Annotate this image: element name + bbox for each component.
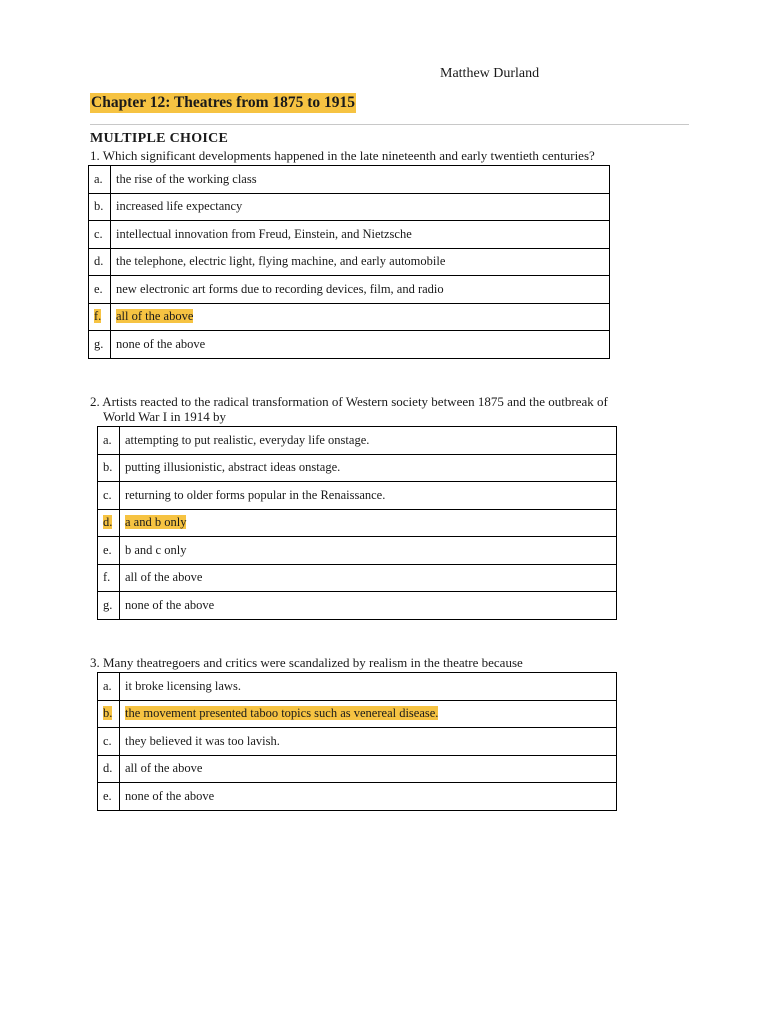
choice-row [89,303,610,331]
choice-text: returning to older forms popular in the Renaissance. [125,487,386,502]
choice-text: attempting to put realistic, everyday life onstage. [125,432,370,447]
choice-letter: f. [94,309,102,324]
question-2-text: 2. Artists reacted to the radical transformation of Western society between 1875 and the outbreak of [90,394,608,409]
choice-cell-text [111,193,610,221]
choice-row [98,482,617,510]
choice-row [98,673,617,701]
choice-text: new electronic art forms due to recording devices, film, and radio [116,281,444,296]
choice-cell-text [120,537,617,565]
choice-row [89,166,610,194]
choice-text: none of the above [125,788,215,803]
choice-row [89,276,610,304]
choice-cell-text [111,331,610,359]
choice-row [98,783,617,811]
choice-letter: g. [94,336,104,351]
choice-letter: d. [103,515,113,530]
choice-letter: g. [103,597,113,612]
choice-cell-text [120,673,617,701]
choice-cell-text [120,509,617,537]
choice-row [98,700,617,728]
choice-cell-text [120,700,617,728]
choice-text: increased life expectancy [116,199,243,214]
choice-text: they believed it was too lavish. [125,733,280,748]
choice-cell-letter [98,592,120,620]
choice-text: all of the above [116,309,194,324]
choice-text: the rise of the working class [116,171,257,186]
choice-cell-letter [89,303,111,331]
choice-letter: a. [103,678,112,693]
choice-cell-text [111,248,610,276]
choice-row [98,509,617,537]
choice-text: the telephone, electric light, flying machine, and early automobile [116,254,446,269]
choice-text: none of the above [125,597,215,612]
choice-cell-text [120,564,617,592]
choice-cell-letter [98,509,120,537]
choice-row [98,564,617,592]
choice-letter: b. [103,706,113,721]
choice-cell-letter [98,700,120,728]
choice-row [98,427,617,455]
choice-cell-letter [89,248,111,276]
question-1-text: 1. Which significant developments happened in the late nineteenth and early twentieth centuries? [90,148,595,163]
choice-text: it broke licensing laws. [125,678,241,693]
choice-text: all of the above [125,761,203,776]
choice-letter: e. [94,281,103,296]
choice-cell-letter [89,221,111,249]
choice-letter: c. [94,226,103,241]
author-name: Matthew Durland [440,66,540,81]
choice-text: a and b only [125,515,187,530]
question-1-choices [88,165,610,359]
choice-cell-text [120,427,617,455]
choice-text: b and c only [125,542,187,557]
choice-cell-letter [89,276,111,304]
question-2-choices [97,426,617,620]
choice-cell-letter [98,454,120,482]
choice-text: intellectual innovation from Freud, Einstein, and Nietzsche [116,226,412,241]
question-3-choices [97,672,617,811]
choice-cell-text [111,276,610,304]
choice-row [89,331,610,359]
choice-letter: a. [103,432,112,447]
choice-cell-letter [98,482,120,510]
choice-letter: c. [103,733,112,748]
choice-cell-text [120,482,617,510]
choice-cell-letter [98,427,120,455]
choice-letter: e. [103,788,112,803]
divider [90,124,689,125]
choice-letter: d. [94,254,104,269]
choice-text: the movement presented taboo topics such as venereal disease. [125,706,439,721]
choice-row [98,537,617,565]
choice-cell-text [111,221,610,249]
choice-row [89,193,610,221]
choice-text: all of the above [125,570,203,585]
choice-cell-letter [89,166,111,194]
question-3-text: 3. Many theatregoers and critics were scandalized by realism in the theatre because [90,655,523,670]
choice-cell-letter [98,783,120,811]
choice-cell-text [120,592,617,620]
choice-letter: c. [103,487,112,502]
choice-cell-letter [98,564,120,592]
choice-cell-text [111,303,610,331]
choice-text: none of the above [116,336,206,351]
choice-row [89,248,610,276]
choice-text: putting illusionistic, abstract ideas onstage. [125,460,341,475]
choice-cell-letter [89,331,111,359]
choice-cell-text [111,166,610,194]
chapter-title: Chapter 12: Theatres from 1875 to 1915 [91,94,356,111]
choice-cell-letter [89,193,111,221]
choice-cell-text [120,783,617,811]
choice-letter: b. [94,199,104,214]
question-2-text-continued: World War I in 1914 by [103,409,226,424]
choice-cell-letter [98,728,120,756]
question-1 [90,148,595,163]
choice-cell-text [120,728,617,756]
section-heading: MULTIPLE CHOICE [90,131,229,146]
choice-letter: f. [103,570,111,585]
choice-row [89,221,610,249]
choice-row [98,755,617,783]
choice-row [98,592,617,620]
choice-row [98,454,617,482]
choice-cell-text [120,454,617,482]
question-3 [90,655,523,670]
choice-cell-letter [98,673,120,701]
choice-cell-letter [98,755,120,783]
choice-letter: b. [103,460,113,475]
question-2 [90,394,608,424]
choice-letter: e. [103,542,112,557]
choice-row [98,728,617,756]
choice-cell-text [120,755,617,783]
choice-letter: a. [94,171,103,186]
choice-letter: d. [103,761,113,776]
choice-cell-letter [98,537,120,565]
